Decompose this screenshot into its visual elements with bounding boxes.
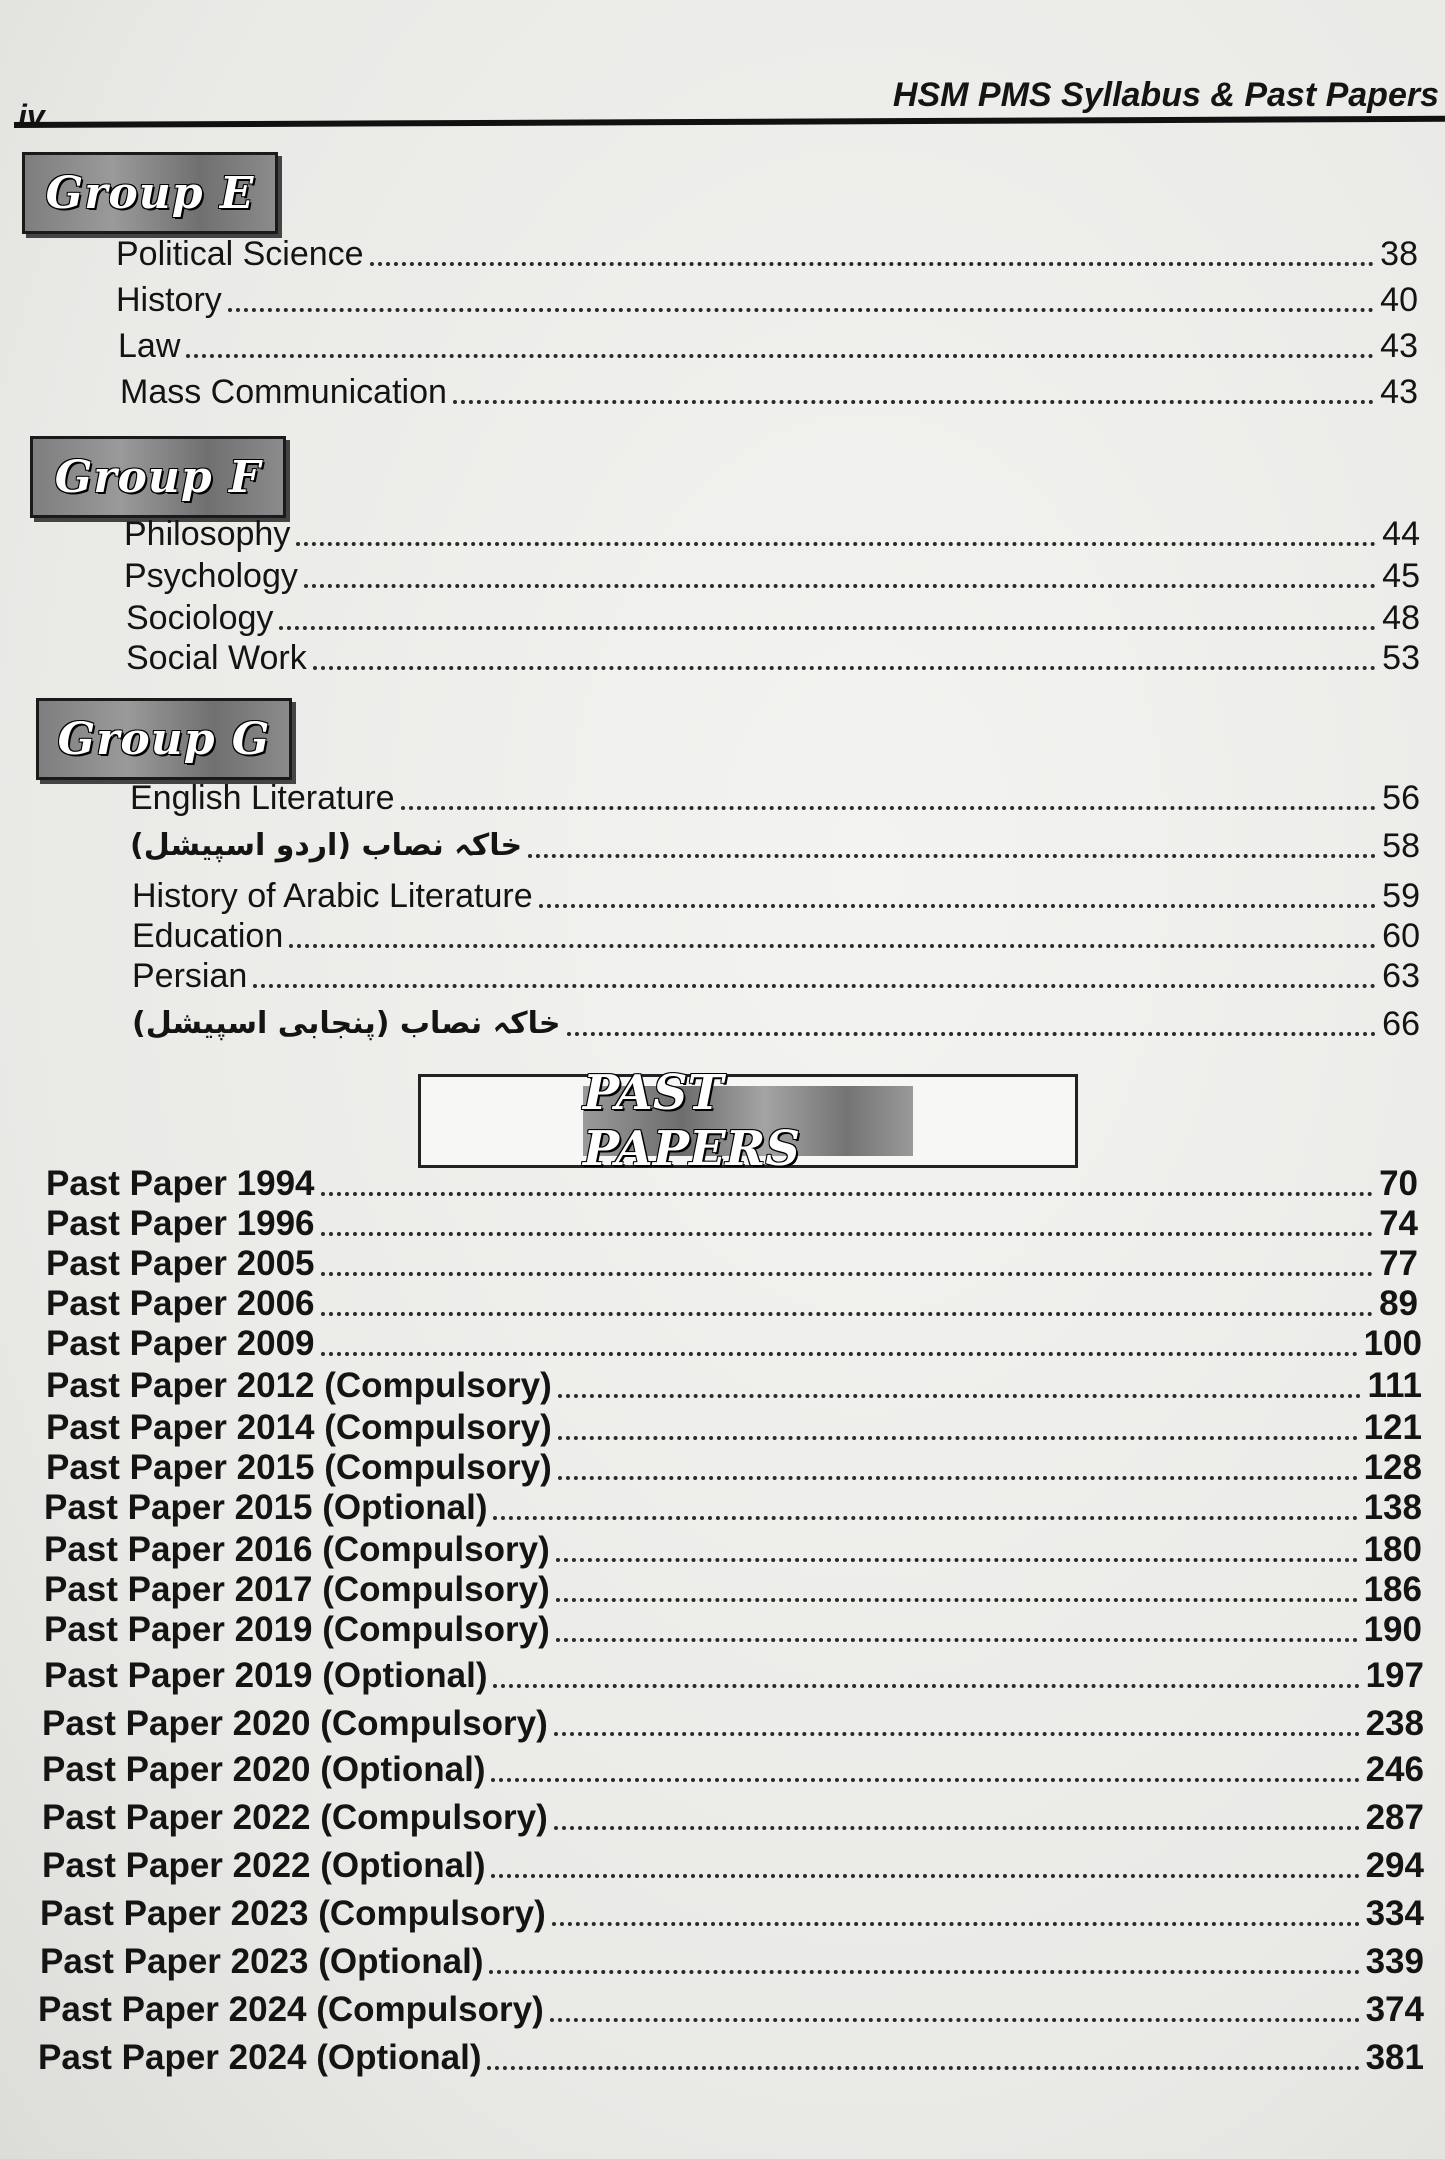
dot-leader bbox=[304, 584, 1376, 588]
toc-page: 186 bbox=[1363, 1570, 1422, 1609]
toc-title: Social Work bbox=[126, 639, 307, 677]
toc-title: Past Paper 2023 (Optional) bbox=[40, 1942, 484, 1981]
toc-page: 48 bbox=[1382, 599, 1420, 637]
toc-title: Past Paper 2005 bbox=[46, 1244, 315, 1283]
toc-entry[interactable] bbox=[130, 778, 1420, 818]
past-paper-entry[interactable] bbox=[46, 1408, 1422, 1448]
past-paper-entry[interactable] bbox=[46, 1164, 1418, 1204]
toc-page: 60 bbox=[1382, 917, 1420, 955]
toc-title: Law bbox=[118, 327, 181, 365]
dot-leader bbox=[370, 262, 1375, 266]
toc-entry[interactable] bbox=[120, 372, 1418, 412]
dot-leader bbox=[556, 1638, 1358, 1642]
toc-title: Political Science bbox=[116, 235, 364, 273]
toc-title: Education bbox=[132, 917, 284, 955]
past-paper-entry[interactable] bbox=[42, 1704, 1424, 1744]
toc-title: خاکہ نصاب (اردو اسپیشل) bbox=[130, 828, 523, 863]
toc-page: 121 bbox=[1363, 1408, 1422, 1447]
past-paper-entry[interactable] bbox=[44, 1610, 1422, 1650]
dot-leader bbox=[313, 666, 1376, 670]
toc-entry[interactable] bbox=[124, 556, 1420, 596]
toc-title: Persian bbox=[132, 957, 248, 995]
toc-page: 287 bbox=[1365, 1798, 1424, 1837]
page-folio: iv bbox=[18, 98, 45, 134]
dot-leader bbox=[528, 854, 1376, 858]
past-paper-entry[interactable] bbox=[38, 2038, 1424, 2078]
dot-leader bbox=[321, 1232, 1374, 1236]
toc-page: 66 bbox=[1382, 1005, 1420, 1043]
toc-page: 58 bbox=[1382, 827, 1420, 865]
past-paper-entry[interactable] bbox=[38, 1990, 1424, 2030]
toc-entry[interactable] bbox=[132, 916, 1420, 956]
toc-page: 40 bbox=[1380, 281, 1418, 319]
past-paper-entry[interactable] bbox=[42, 1846, 1424, 1886]
past-paper-entry[interactable] bbox=[44, 1488, 1422, 1528]
dot-leader bbox=[401, 806, 1377, 810]
past-paper-entry[interactable] bbox=[44, 1530, 1422, 1570]
dot-leader bbox=[493, 1684, 1359, 1688]
dot-leader bbox=[556, 1598, 1358, 1602]
dot-leader bbox=[493, 1516, 1357, 1520]
toc-title: Past Paper 1994 bbox=[46, 1164, 315, 1203]
toc-entry[interactable] bbox=[124, 514, 1420, 554]
dot-leader bbox=[489, 1970, 1359, 1974]
dot-leader bbox=[453, 400, 1374, 404]
toc-page: 180 bbox=[1363, 1530, 1422, 1569]
dot-leader bbox=[554, 1732, 1360, 1736]
past-paper-entry[interactable] bbox=[42, 1798, 1424, 1838]
toc-title: Past Paper 2020 (Compulsory) bbox=[42, 1704, 548, 1743]
dot-leader bbox=[253, 984, 1376, 988]
toc-title: Past Paper 2015 (Compulsory) bbox=[46, 1448, 552, 1487]
toc-page: 294 bbox=[1365, 1846, 1424, 1885]
dot-leader bbox=[279, 626, 1376, 630]
past-papers-heading: PAST PAPERS bbox=[583, 1086, 913, 1156]
toc-page: 89 bbox=[1379, 1284, 1418, 1323]
past-paper-entry[interactable] bbox=[46, 1204, 1418, 1244]
toc-page: 100 bbox=[1363, 1324, 1422, 1363]
toc-entry[interactable] bbox=[126, 598, 1420, 638]
toc-title: Past Paper 2022 (Optional) bbox=[42, 1846, 486, 1885]
toc-page: 334 bbox=[1365, 1894, 1424, 1933]
toc-title: Past Paper 1996 bbox=[46, 1204, 315, 1243]
past-paper-entry[interactable] bbox=[46, 1324, 1422, 1364]
toc-title: Sociology bbox=[126, 599, 274, 637]
toc-page: 190 bbox=[1363, 1610, 1422, 1649]
toc-entry[interactable] bbox=[132, 956, 1420, 996]
toc-title: Past Paper 2023 (Compulsory) bbox=[40, 1894, 546, 1933]
toc-page: 38 bbox=[1380, 235, 1418, 273]
toc-title: Past Paper 2009 bbox=[46, 1324, 315, 1363]
toc-entry[interactable] bbox=[116, 280, 1418, 320]
dot-leader bbox=[296, 542, 1376, 546]
toc-page: 70 bbox=[1379, 1164, 1418, 1203]
toc-page: 63 bbox=[1382, 957, 1420, 995]
toc-page: 56 bbox=[1382, 779, 1420, 817]
toc-title: Past Paper 2016 (Compulsory) bbox=[44, 1530, 550, 1569]
dot-leader bbox=[556, 1558, 1358, 1562]
toc-page: 374 bbox=[1365, 1990, 1424, 2029]
past-paper-entry[interactable] bbox=[46, 1284, 1418, 1324]
toc-page: 77 bbox=[1379, 1244, 1418, 1283]
toc-title: Past Paper 2017 (Compulsory) bbox=[44, 1570, 550, 1609]
dot-leader bbox=[558, 1436, 1358, 1440]
toc-entry[interactable] bbox=[126, 638, 1420, 678]
dot-leader bbox=[558, 1394, 1362, 1398]
toc-title: Past Paper 2014 (Compulsory) bbox=[46, 1408, 552, 1447]
toc-page: 246 bbox=[1365, 1750, 1424, 1789]
dot-leader bbox=[321, 1312, 1374, 1316]
toc-title: Past Paper 2019 (Compulsory) bbox=[44, 1610, 550, 1649]
past-paper-entry[interactable] bbox=[46, 1448, 1422, 1488]
dot-leader bbox=[491, 1778, 1359, 1782]
toc-page: 381 bbox=[1365, 2038, 1424, 2077]
toc-page: 45 bbox=[1382, 557, 1420, 595]
toc-title: Past Paper 2024 (Optional) bbox=[38, 2038, 482, 2077]
toc-title: English Literature bbox=[130, 779, 395, 817]
toc-entry[interactable] bbox=[116, 234, 1418, 274]
toc-title: خاکہ نصاب (پنجابی اسپیشل) bbox=[132, 1006, 561, 1041]
toc-title: Psychology bbox=[124, 557, 298, 595]
toc-page: 238 bbox=[1365, 1704, 1424, 1743]
dot-leader bbox=[558, 1476, 1358, 1480]
past-paper-entry[interactable] bbox=[40, 1942, 1424, 1982]
toc-page: 128 bbox=[1363, 1448, 1422, 1487]
dot-leader bbox=[487, 2066, 1359, 2070]
toc-title: History bbox=[116, 281, 222, 319]
toc-entry-urdu[interactable] bbox=[132, 1004, 1420, 1044]
past-paper-entry[interactable] bbox=[44, 1570, 1422, 1610]
past-paper-entry[interactable] bbox=[46, 1244, 1418, 1284]
group-f-heading: Group F bbox=[30, 436, 286, 518]
toc-title: Past Paper 2015 (Optional) bbox=[44, 1488, 488, 1527]
dot-leader bbox=[550, 2018, 1360, 2022]
dot-leader bbox=[552, 1922, 1360, 1926]
toc-title: Past Paper 2022 (Compulsory) bbox=[42, 1798, 548, 1837]
toc-entry-urdu[interactable] bbox=[130, 826, 1420, 866]
group-e-heading: Group E bbox=[22, 152, 278, 234]
toc-page: 339 bbox=[1365, 1942, 1424, 1981]
toc-title: Past Paper 2020 (Optional) bbox=[42, 1750, 486, 1789]
past-paper-entry[interactable] bbox=[44, 1656, 1424, 1696]
header-rule bbox=[14, 116, 1445, 128]
dot-leader bbox=[186, 354, 1374, 358]
past-paper-entry[interactable] bbox=[46, 1366, 1422, 1406]
toc-page: 197 bbox=[1365, 1656, 1424, 1695]
toc-page: 43 bbox=[1380, 327, 1418, 365]
running-head: HSM PMS Syllabus & Past Papers bbox=[892, 76, 1439, 114]
toc-title: Philosophy bbox=[124, 515, 291, 553]
past-paper-entry[interactable] bbox=[40, 1894, 1424, 1934]
dot-leader bbox=[539, 904, 1377, 908]
dot-leader bbox=[554, 1826, 1360, 1830]
dot-leader bbox=[228, 308, 1374, 312]
toc-title: Past Paper 2024 (Compulsory) bbox=[38, 1990, 544, 2029]
toc-page: 53 bbox=[1382, 639, 1420, 677]
toc-title: Mass Communication bbox=[120, 373, 447, 411]
toc-title: Past Paper 2019 (Optional) bbox=[44, 1656, 488, 1695]
group-g-heading: Group G bbox=[36, 698, 292, 780]
toc-page: 111 bbox=[1367, 1366, 1422, 1405]
toc-title: History of Arabic Literature bbox=[132, 877, 533, 915]
toc-page: 43 bbox=[1380, 373, 1418, 411]
past-papers-banner bbox=[418, 1065, 1078, 1177]
toc-title: Past Paper 2006 bbox=[46, 1284, 315, 1323]
toc-page: 59 bbox=[1382, 877, 1420, 915]
toc-entry[interactable] bbox=[118, 326, 1418, 366]
dot-leader bbox=[321, 1352, 1358, 1356]
dot-leader bbox=[289, 944, 1376, 948]
toc-page: 44 bbox=[1382, 515, 1420, 553]
dot-leader bbox=[491, 1874, 1359, 1878]
past-paper-entry[interactable] bbox=[42, 1750, 1424, 1790]
toc-title: Past Paper 2012 (Compulsory) bbox=[46, 1366, 552, 1405]
toc-page: 74 bbox=[1379, 1204, 1418, 1243]
dot-leader bbox=[567, 1032, 1377, 1036]
dot-leader bbox=[321, 1192, 1374, 1196]
dot-leader bbox=[321, 1272, 1374, 1276]
toc-page: 138 bbox=[1363, 1488, 1422, 1527]
toc-entry[interactable] bbox=[132, 876, 1420, 916]
